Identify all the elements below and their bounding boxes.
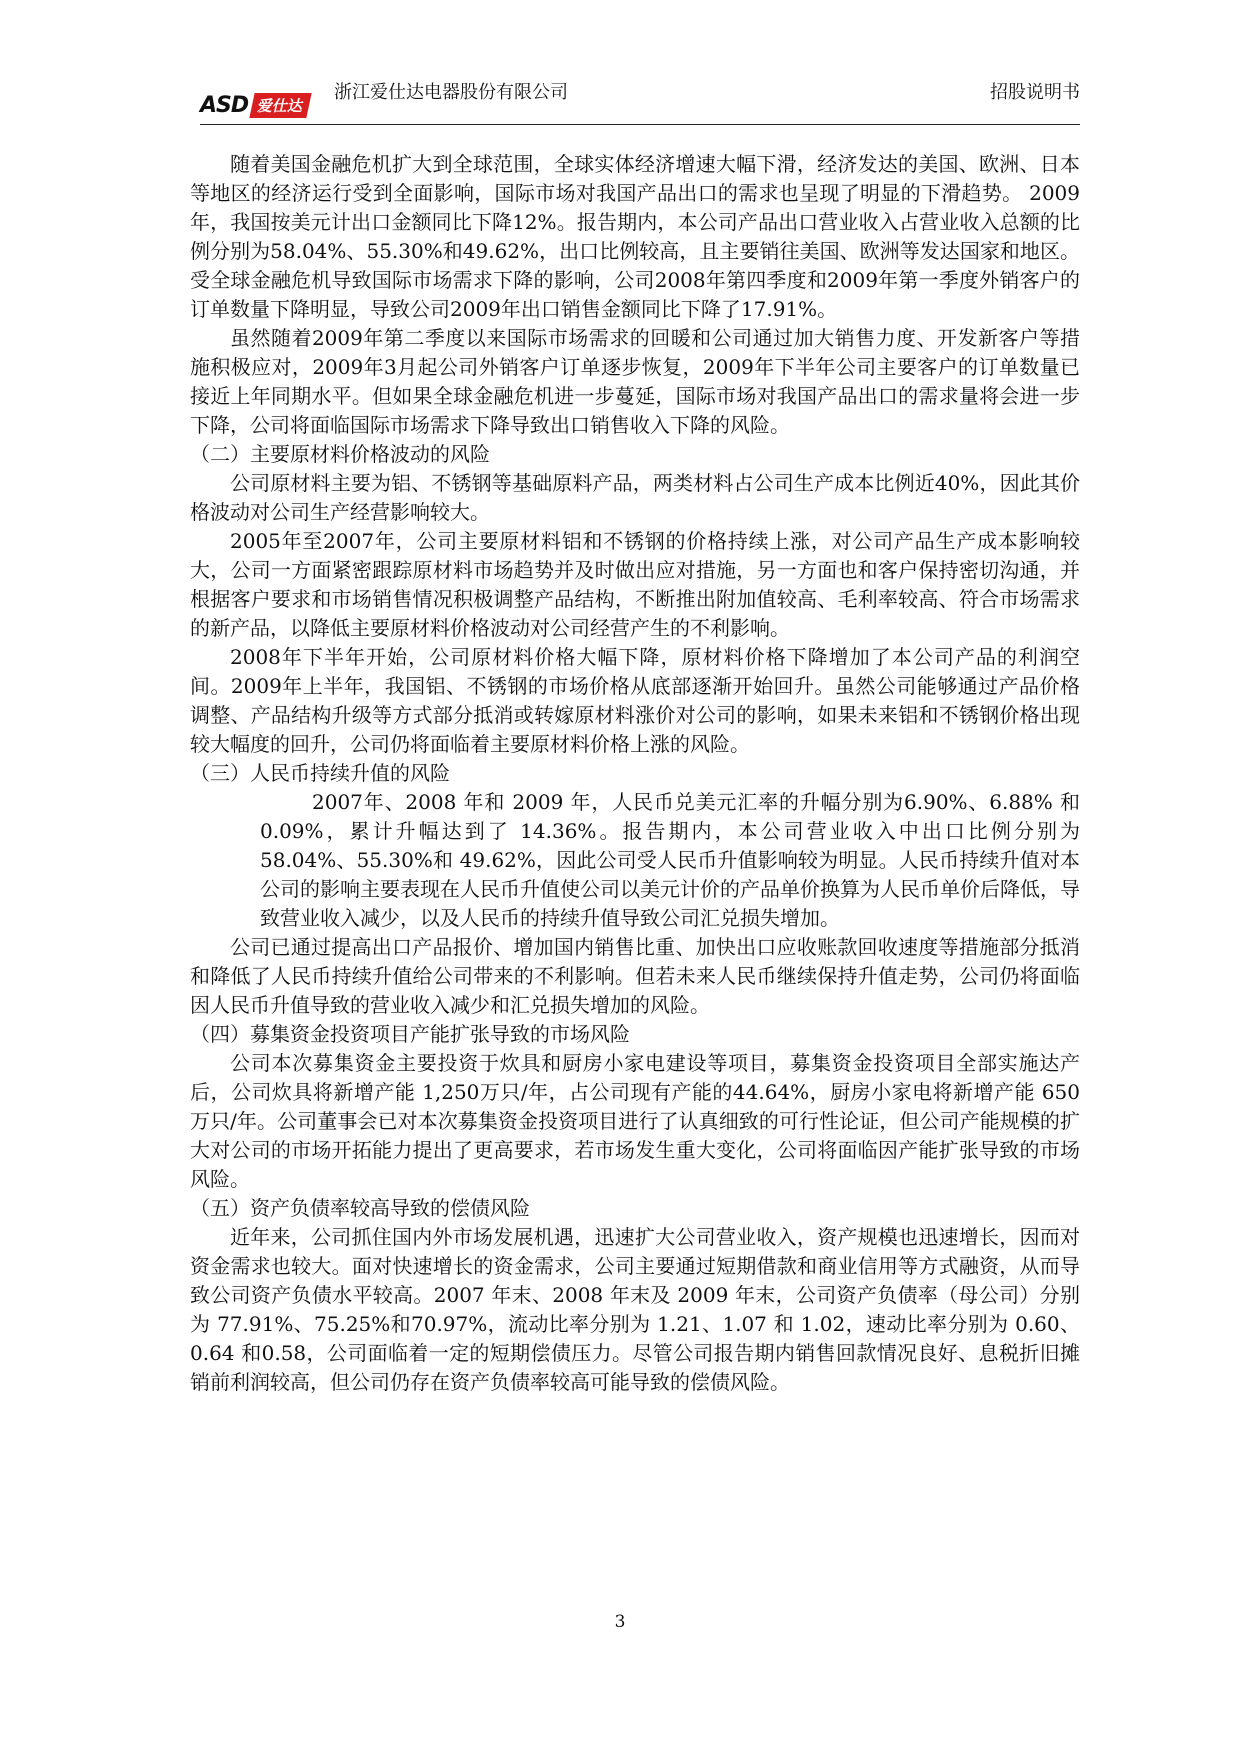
document-type: 招股说明书 (990, 82, 1080, 103)
company-logo (200, 92, 309, 118)
paragraph: 公司本次募集资金主要投资于炊具和厨房小家电建设等项目，募集资金投资项目全部实施达产后，公司炊具将新增产能 1,250万只/年，占公司现有产能的44.64%，厨房小家电将新增产能 650万只/年。公司董事会已对本次募集资金投资项目进行了认真细致的可行性论证，但公司产能规模的扩大对公司的市场开拓能力提出了更高要求，若市场发生重大变化，公司将面临因产能扩张导致的市场风险。 (190, 1051, 1080, 1191)
paragraph: 2008年下半年开始，公司原材料价格大幅下降，原材料价格下降增加了本公司产品的利润空间。2009年上半年，我国铝、不锈钢的市场价格从底部逐渐开始回升。虽然公司能够通过产品价格调整、产品结构升级等方式部分抵消或转嫁原材料涨价对公司的影响，如果未来铝和不锈钢价格出现较大幅度的回升，公司仍将面临着主要原材料价格上涨的风险。 (190, 645, 1080, 756)
section-heading: （五）资产负债率较高导致的偿债风险 (190, 1196, 530, 1220)
company-name: 浙江爱仕达电器股份有限公司 (334, 82, 568, 103)
section-heading: （二）主要原材料价格波动的风险 (190, 442, 490, 466)
paragraph: 虽然随着2009年第二季度以来国际市场需求的回暖和公司通过加大销售力度、开发新客户等措施积极应对，2009年3月起公司外销客户订单逐步恢复，2009年下半年公司主要客户的订单数量已接近上年同期水平。但如果全球金融危机进一步蔓延，国际市场对我国产品出口的需求量将会进一步下降，公司将面临国际市场需求下降导致出口销售收入下降的风险。 (190, 326, 1080, 437)
paragraph: 2005年至2007年，公司主要原材料铝和不锈钢的价格持续上涨，对公司产品生产成本影响较大，公司一方面紧密跟踪原材料市场趋势并及时做出应对措施，另一方面也和客户保持密切沟通，并根据客户要求和市场销售情况积极调整产品结构，不断推出附加值较高、毛利率较高、符合市场需求的新产品，以降低主要原材料价格波动对公司经营产生的不利影响。 (190, 529, 1080, 640)
paragraph: 公司原材料主要为铝、不锈钢等基础原料产品，两类材料占公司生产成本比例近40%，因此其价格波动对公司生产经营影响较大。 (190, 471, 1080, 524)
header-rule (200, 124, 1080, 125)
page-number: 3 (614, 1612, 626, 1632)
page-header (200, 72, 1080, 122)
paragraph: 公司已通过提高出口产品报价、增加国内销售比重、加快出口应收账款回收速度等措施部分抵消和降低了人民币持续升值给公司带来的不利影响。但若未来人民币继续保持升值走势，公司仍将面临因人民币升值导致的营业收入减少和汇兑损失增加的风险。 (190, 935, 1080, 1017)
body-text (190, 150, 1080, 1397)
section-heading: （四）募集资金投资项目产能扩张导致的市场风险 (190, 1022, 630, 1046)
paragraph: 近年来，公司抓住国内外市场发展机遇，迅速扩大公司营业收入，资产规模也迅速增长，因而对资金需求也较大。面对快速增长的资金需求，公司主要通过短期借款和商业信用等方式融资，从而导致公司资产负债水平较高。2007 年末、2008 年末及 2009 年末，公司资产负债率（母公司）分别为 77.91%、75.25%和70.97%，流动比率分别为 1.21、1.07 和 1.02，速动比率分别为 0.60、0.64 和0.58，公司面临着一定的短期偿债压力。尽管公司报告期内销售回款情况良好、息税折旧摊销前利润较高，但公司仍存在资产负债率较高可能导致的偿债风险。 (190, 1225, 1080, 1394)
section-heading: （三）人民币持续升值的风险 (190, 761, 450, 785)
logo-asd-text: ASD (200, 92, 249, 118)
logo-brand-text: 爱仕达 (249, 93, 311, 118)
paragraph: 2007年、2008 年和 2009 年，人民币兑美元汇率的升幅分别为6.90%、6.88% 和 0.09%，累计升幅达到了 14.36%。报告期内，本公司营业收入中出口比例分别为 58.04%、55.30%和 49.62%，因此公司受人民币升值影响较为明显。人民币持续升值对本公司的影响主要表现在人民币升值使公司以美元计价的产品单价换算为人民币单价后降低，导致营业收入减少，以及人民币的持续升值导致公司汇兑损失增加。 (260, 790, 1080, 930)
paragraph: 随着美国金融危机扩大到全球范围，全球实体经济增速大幅下滑，经济发达的美国、欧洲、日本等地区的经济运行受到全面影响，国际市场对我国产品出口的需求也呈现了明显的下滑趋势。 2009年，我国按美元计出口金额同比下降12%。报告期内，本公司产品出口营业收入占营业收入总额的比例分别为58.04%、55.30%和49.62%，出口比例较高，且主要销往美国、欧洲等发达国家和地区。受全球金融危机导致国际市场需求下降的影响，公司2008年第四季度和2009年第一季度外销客户的订单数量下降明显，导致公司2009年出口销售金额同比下降了17.91%。 (190, 152, 1080, 321)
